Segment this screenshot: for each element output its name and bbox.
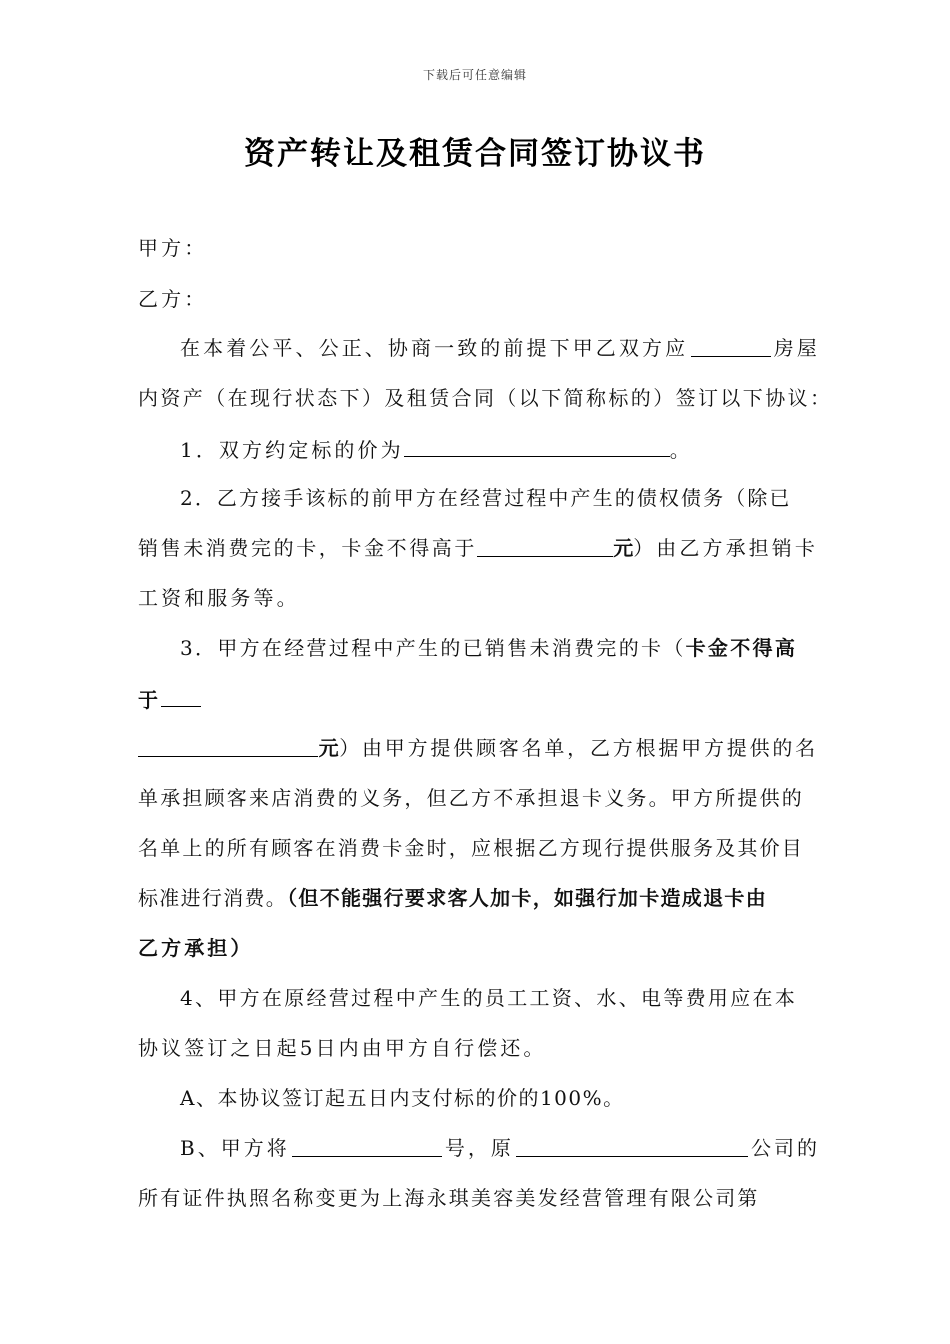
party-a-label: 甲方： xyxy=(138,236,208,260)
price-blank xyxy=(404,434,670,457)
clause-3-line-4: 单承担顾客来店消费的义务，但乙方不承担退卡义务。甲方所提供的 xyxy=(138,786,804,810)
card-limit-blank-short xyxy=(161,684,201,707)
clause-1-end: 。 xyxy=(669,438,693,462)
clause-4-line-1: 4、甲方在原经营过程中产生的员工工资、水、电等费用应在本 xyxy=(180,986,798,1010)
clause-1-text: 1．双方约定标的价为 xyxy=(180,438,404,462)
item-b-line-2: 所有证件执照名称变更为上海永琪美容美发经营管理有限公司第 xyxy=(138,1186,760,1210)
clause-2-text: ）由乙方承担销卡 xyxy=(633,536,818,560)
clause-2-text: 销售未消费完的卡，卡金不得高于 xyxy=(138,536,477,560)
clause-3-line-3 xyxy=(138,734,818,762)
clause-3-line-2 xyxy=(138,684,818,714)
yuan-unit: 元 xyxy=(318,736,339,760)
number-blank xyxy=(292,1134,442,1157)
clause-4-line-2: 协议签订之日起5日内由甲方自行偿还。 xyxy=(138,1036,547,1060)
clause-2-line-2 xyxy=(138,534,818,562)
clause-2-line-3: 工资和服务等。 xyxy=(138,586,300,610)
clause-3-text: 3．甲方在经营过程中产生的已销售未消费完的卡（ xyxy=(180,636,686,660)
page-header: 下载后可任意编辑 xyxy=(422,68,527,82)
clause-3-bold: 于 xyxy=(138,688,162,712)
clause-3-line-7 xyxy=(138,934,818,962)
party-b-label: 乙方： xyxy=(138,287,208,311)
intro-line-1 xyxy=(180,334,820,362)
premises-blank xyxy=(691,334,771,357)
clause-3-text: 标准进行消费。 xyxy=(138,886,288,910)
clause-3-bold: 卡金不得高 xyxy=(685,636,798,660)
yuan-unit: 元 xyxy=(613,536,634,560)
clause-3-line-6 xyxy=(138,884,818,912)
card-limit-blank xyxy=(477,534,613,557)
intro-text: 房屋 xyxy=(773,336,820,360)
clause-3-line-5: 名单上的所有顾客在消费卡金时，应根据乙方现行提供服务及其价目 xyxy=(138,836,804,860)
clause-3-line-1 xyxy=(180,634,820,662)
intro-line-2: 内资产（在现行状态下）及租赁合同（以下简称标的）签订以下协议： xyxy=(138,386,833,410)
item-b-text: 公司的 xyxy=(750,1136,820,1160)
card-limit-blank-long xyxy=(138,734,318,757)
item-b-line-1 xyxy=(180,1134,820,1162)
clause-3-bold: （但不能强行要求客人加卡，如强行加卡造成退卡由 xyxy=(287,886,768,910)
clause-3-text: ）由甲方提供顾客名单，乙方根据甲方提供的名 xyxy=(339,736,818,760)
item-b-text: B、甲方将 xyxy=(180,1136,290,1160)
intro-text: 在本着公平、公正、协商一致的前提下甲乙双方应 xyxy=(180,336,689,360)
clause-1 xyxy=(180,434,820,464)
item-b-text: 号，原 xyxy=(444,1136,514,1160)
item-a: A、本协议签订起五日内支付标的价的100%。 xyxy=(180,1086,625,1110)
company-blank xyxy=(516,1134,748,1157)
clause-2-line-1: 2．乙方接手该标的前甲方在经营过程中产生的债权债务（除已 xyxy=(180,486,792,510)
clause-3-bold: 乙方承担） xyxy=(138,936,254,960)
document-title: 资产转让及租赁合同签订协议书 xyxy=(244,136,706,172)
